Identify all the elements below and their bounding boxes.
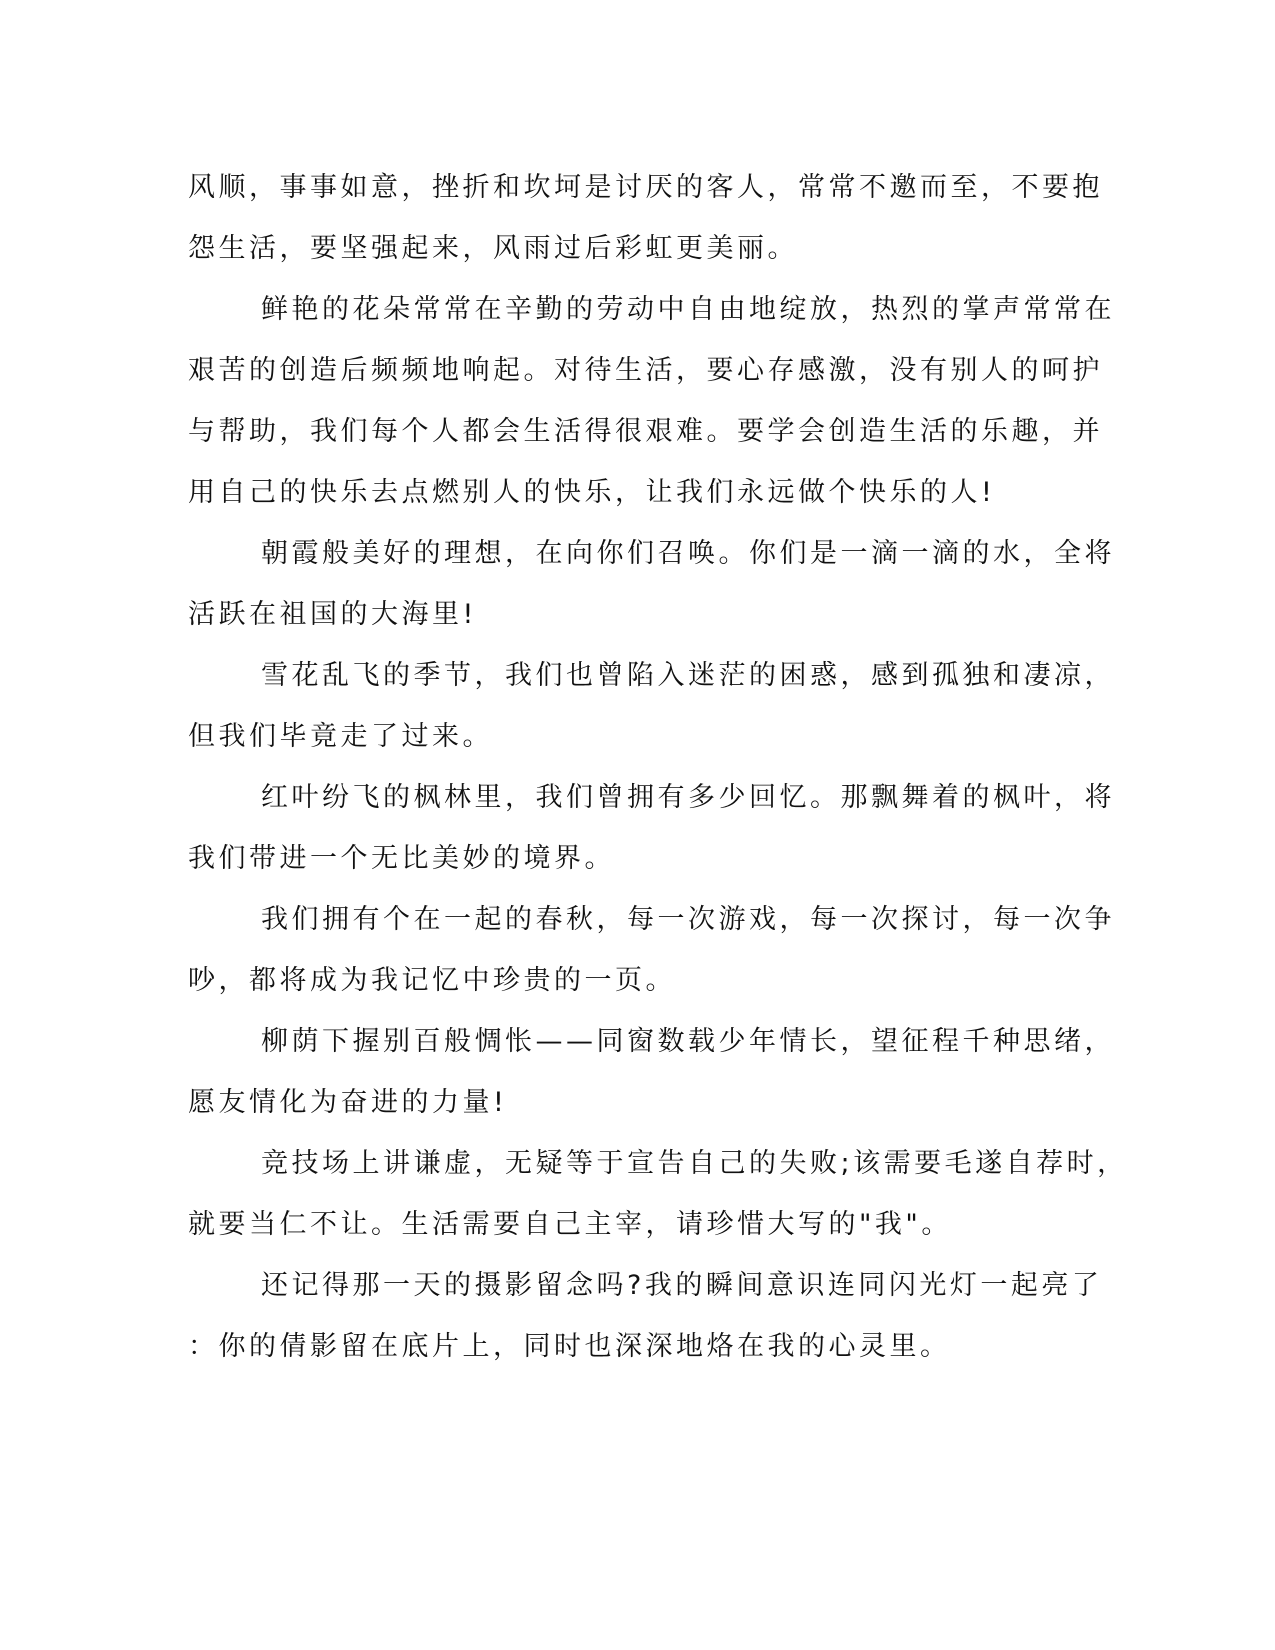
text-line: ：你的倩影留在底片上，同时也深深地烙在我的心灵里。 [188,1331,951,1362]
text-line: 风顺，事事如意，挫折和坎坷是讨厌的客人，常常不邀而至，不要抱 [188,172,1103,203]
text-line: 艰苦的创造后频频地响起。对待生活，要心存感激，没有别人的呵护 [188,355,1103,386]
text-line: 怨生活，要坚强起来，风雨过后彩虹更美丽。 [188,233,798,264]
text-line: 活跃在祖国的大海里! [188,599,477,630]
paragraph-first-line: 雪花乱飞的季节，我们也曾陷入迷茫的困惑，感到孤独和凄凉， [261,660,1115,691]
paragraph-first-line: 竞技场上讲谦虚，无疑等于宣告自己的失败;该需要毛遂自荐时， [261,1148,1128,1179]
text-line: 我们带进一个无比美妙的境界。 [188,843,615,874]
text-line: 但我们毕竟走了过来。 [188,721,493,752]
paragraph-first-line: 还记得那一天的摄影留念吗?我的瞬间意识连同闪光灯一起亮了 [261,1270,1103,1301]
paragraph-first-line: 我们拥有个在一起的春秋，每一次游戏，每一次探讨，每一次争 [261,904,1115,935]
paragraph-first-line: 红叶纷飞的枫林里，我们曾拥有多少回忆。那飘舞着的枫叶，将 [261,782,1115,813]
text-line: 与帮助，我们每个人都会生活得很艰难。要学会创造生活的乐趣，并 [188,416,1103,447]
paragraph-first-line: 柳荫下握别百般惆怅——同窗数载少年情长，望征程千种思绪， [261,1026,1115,1057]
paragraph-first-line: 鲜艳的花朵常常在辛勤的劳动中自由地绽放，热烈的掌声常常在 [261,294,1115,325]
text-line: 用自己的快乐去点燃别人的快乐，让我们永远做个快乐的人! [188,477,996,508]
text-line: 吵，都将成为我记忆中珍贵的一页。 [188,965,676,996]
paragraph-first-line: 朝霞般美好的理想，在向你们召唤。你们是一滴一滴的水，全将 [261,538,1115,569]
text-line: 就要当仁不让。生活需要自己主宰，请珍惜大写的"我"。 [188,1209,952,1240]
text-line: 愿友情化为奋进的力量! [188,1087,508,1118]
